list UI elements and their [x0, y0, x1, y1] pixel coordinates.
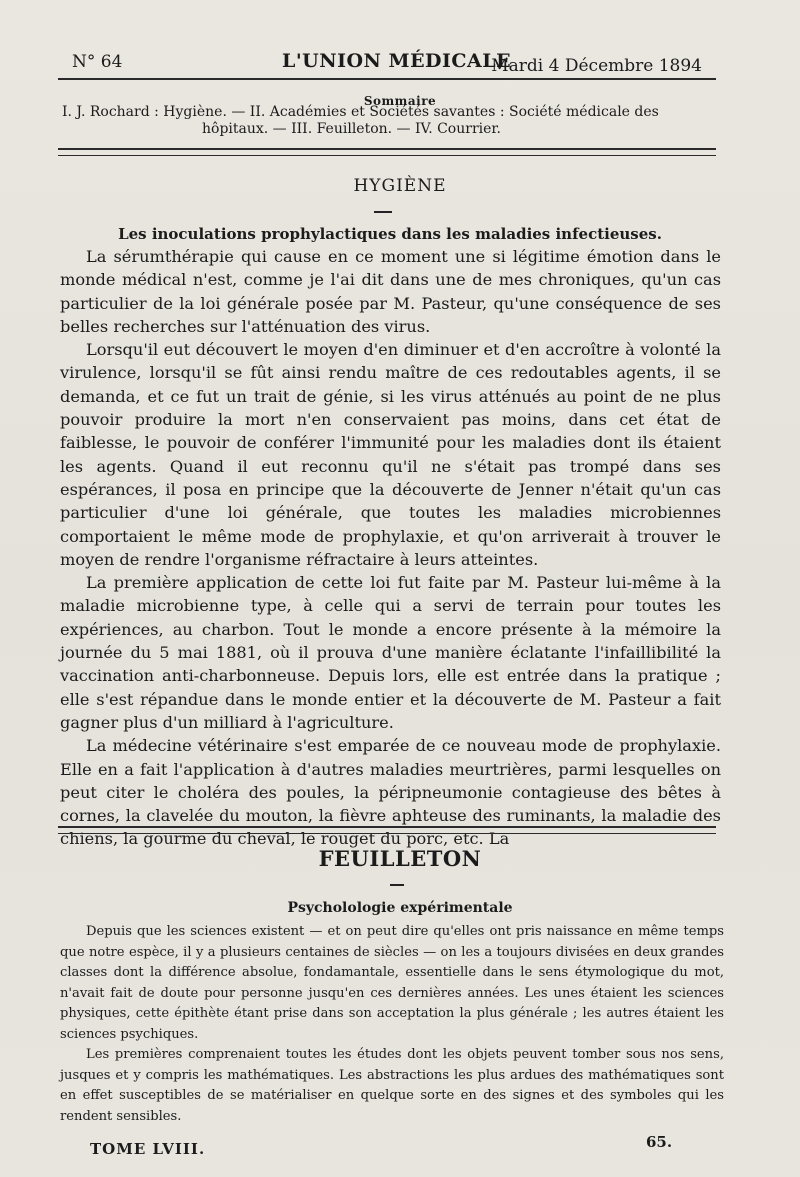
- summary-line-2: hôpitaux. — III. Feuilleton. — IV. Courrier.: [202, 121, 502, 137]
- summary-title: Sommaire: [363, 94, 437, 108]
- header-rule: [58, 78, 716, 80]
- issue-number: N° 64: [72, 52, 123, 72]
- tome-label: TOME LVIII.: [90, 1140, 206, 1158]
- feuilleton-paragraph: Depuis que les sciences existent — et on peut dire qu'elles ont pris naissance en même temps que notre espèce, il y a plusieurs centaines de siècles — on les a toujours divisées en deux grandes classes dont la différence absolue, fondamantale, essentielle dans le sens étymologique du mot, n'avait fait de doute pour personne jusqu'en ces dernières années. Les unes étaient les sciences physiques, cette épithète étant prise dans son acceptation la plus générale ; les autres étaient les sciences psychiques.: [60, 924, 724, 1042]
- article-paragraph: La médecine vétérinaire s'est emparée de ce nouveau mode de prophylaxie. Elle en a fait l'application à d'autres maladies meurtrières, parmi lesquelles on peut citer le choléra des poules, la péripneumonie contagieuse des bêtes à cornes, la clavelée du mouton, la fièvre aphteuse des ruminants, la maladie des chiens, la gourme du cheval, le rouget du porc, etc. La: [60, 736, 721, 849]
- section-title: HYGIÈNE: [353, 176, 447, 196]
- feuilleton-dash: [390, 884, 404, 886]
- article-paragraph: La sérumthérapie qui cause en ce moment une si légitime émotion dans le monde médical n'est, comme je l'ai dit dans une de mes chroniques, qu'un cas particulier de la loi générale posée par M. Pasteur, qu'une conséquence de ses belles recherches sur l'atténuation des virus.: [60, 247, 721, 336]
- feuilleton-title: FEUILLETON: [318, 846, 482, 871]
- page-number: 65.: [646, 1133, 673, 1151]
- journal-name: L'UNION MÉDICALE: [282, 50, 512, 72]
- title-dash: [374, 211, 392, 213]
- article-paragraph: Lorsqu'il eut découvert le moyen d'en diminuer et d'en accroître à volonté la virulence, lorsqu'il se fût ainsi rendu maître de ces redoutables agents, il se demanda, et ce fut un trait de génie, si les virus atténués au point de ne plus pouvoir produire la mort n'en conservaient pas moins, dans cet état de faiblesse, le pouvoir de conférer l'immunité pour les maladies dont ils étaient les agents. Quand il eut reconnu qu'il ne s'était pas trompé dans ses espérances, il posa en principe que la découverte de Jenner n'était qu'un cas particulier d'une loi générale, que toutes les maladies microbiennes comportaient le même mode de prophylaxie, et qu'on arriverait à trouver le moyen de rendre l'organisme réfractaire à leurs atteintes.: [60, 340, 721, 569]
- feuilleton-body: [60, 922, 724, 1127]
- feuilleton-divider: [58, 826, 716, 834]
- article-title: Les inoculations prophylactiques dans les maladies infectieuses.: [118, 225, 662, 243]
- page-header: [72, 48, 702, 78]
- summary-text: [62, 104, 722, 138]
- feuilleton-paragraph: Les premières comprenaient toutes les études dont les objets peuvent tomber sous nos sens, jusques et y compris les mathématiques. Les abstractions les plus ardues des mathématiques sont en effet susceptibles de se matérialiser en quelque sorte en des signes et des symboles qui les rendent sensibles.: [60, 1047, 724, 1124]
- issue-date: Mardi 4 Décembre 1894: [491, 56, 702, 76]
- summary-line-1: I. J. Rochard : Hygiène. — II. Académies et Sociétés savantes : Société médicale des: [62, 104, 659, 120]
- article-paragraph: La première application de cette loi fut faite par M. Pasteur lui-même à la maladie microbienne type, à celle qui a servi de terrain pour toutes les expériences, au charbon. Tout le monde a encore présente à la mémoire la journée du 5 mai 1881, où il prouva d'une manière éclatante l'infaillibilité la vaccination anti-charbonneuse. Depuis lors, elle est entrée dans la pratique ; elle s'est répandue dans le monde entier et la découverte de M. Pasteur a fait gagner plus d'un milliard à l'agriculture.: [60, 573, 721, 732]
- feuilleton-subtitle: Psycholologie expérimentale: [287, 900, 513, 916]
- summary-divider: [58, 148, 716, 156]
- article-body: [60, 245, 721, 851]
